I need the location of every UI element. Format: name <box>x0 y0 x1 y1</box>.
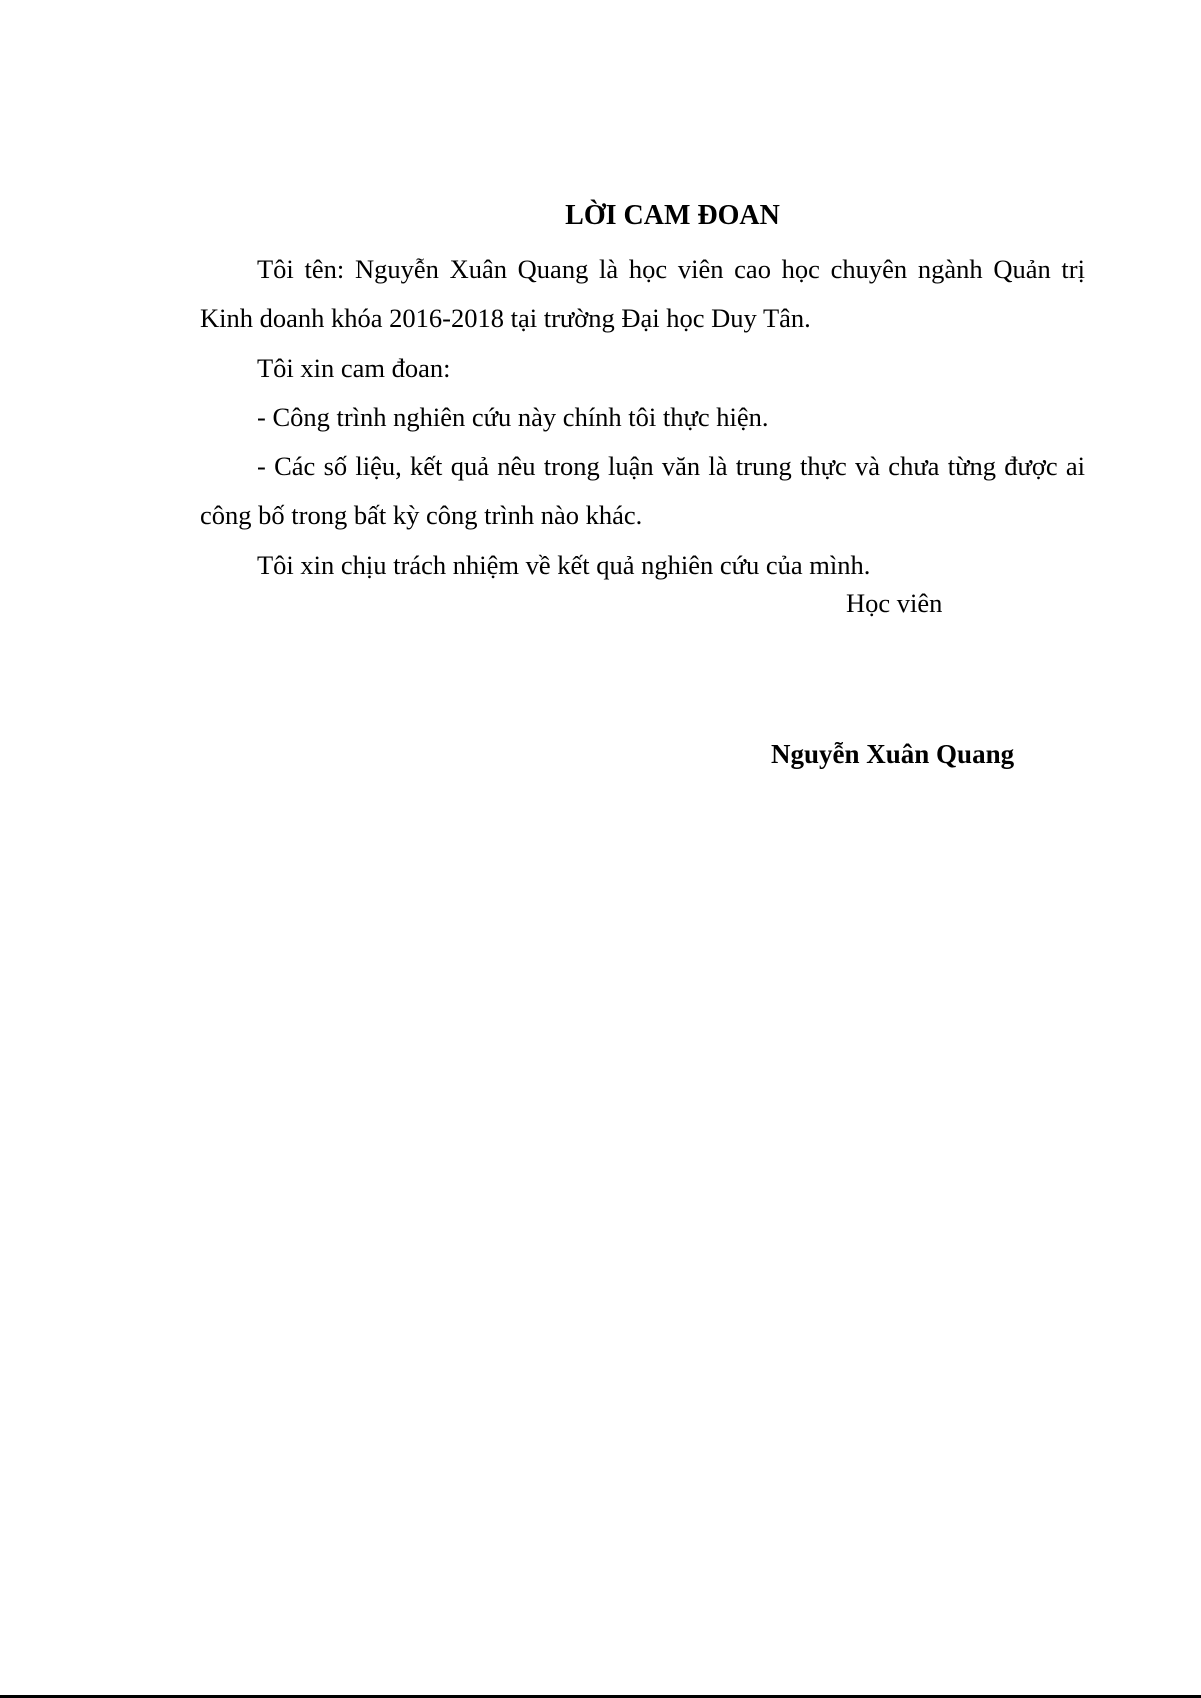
signer-name: Nguyễn Xuân Quang <box>771 739 1015 769</box>
page-title: LỜI CAM ĐOAN <box>565 200 780 231</box>
paragraph-introduction: Tôi tên: Nguyễn Xuân Quang là học viên cao học chuyên ngành Quản trị Kinh doanh khóa 2016-2018 tại trường Đại học Duy Tân. <box>200 254 1085 334</box>
paragraph-commitment-2: - Các số liệu, kết quả nêu trong luận văn là trung thực và chưa từng được ai công bố trong bất kỳ công trình nào khác. <box>200 451 1085 531</box>
signoff-label: Học viên <box>846 588 943 618</box>
paragraph-responsibility: Tôi xin chịu trách nhiệm về kết quả nghiên cứu của mình. <box>257 549 871 580</box>
paragraph-commitment-1: - Công trình nghiên cứu này chính tôi thực hiện. <box>257 401 769 432</box>
paragraph-commitment-intro: Tôi xin cam đoan: <box>257 352 451 383</box>
declaration-body <box>200 245 1085 590</box>
